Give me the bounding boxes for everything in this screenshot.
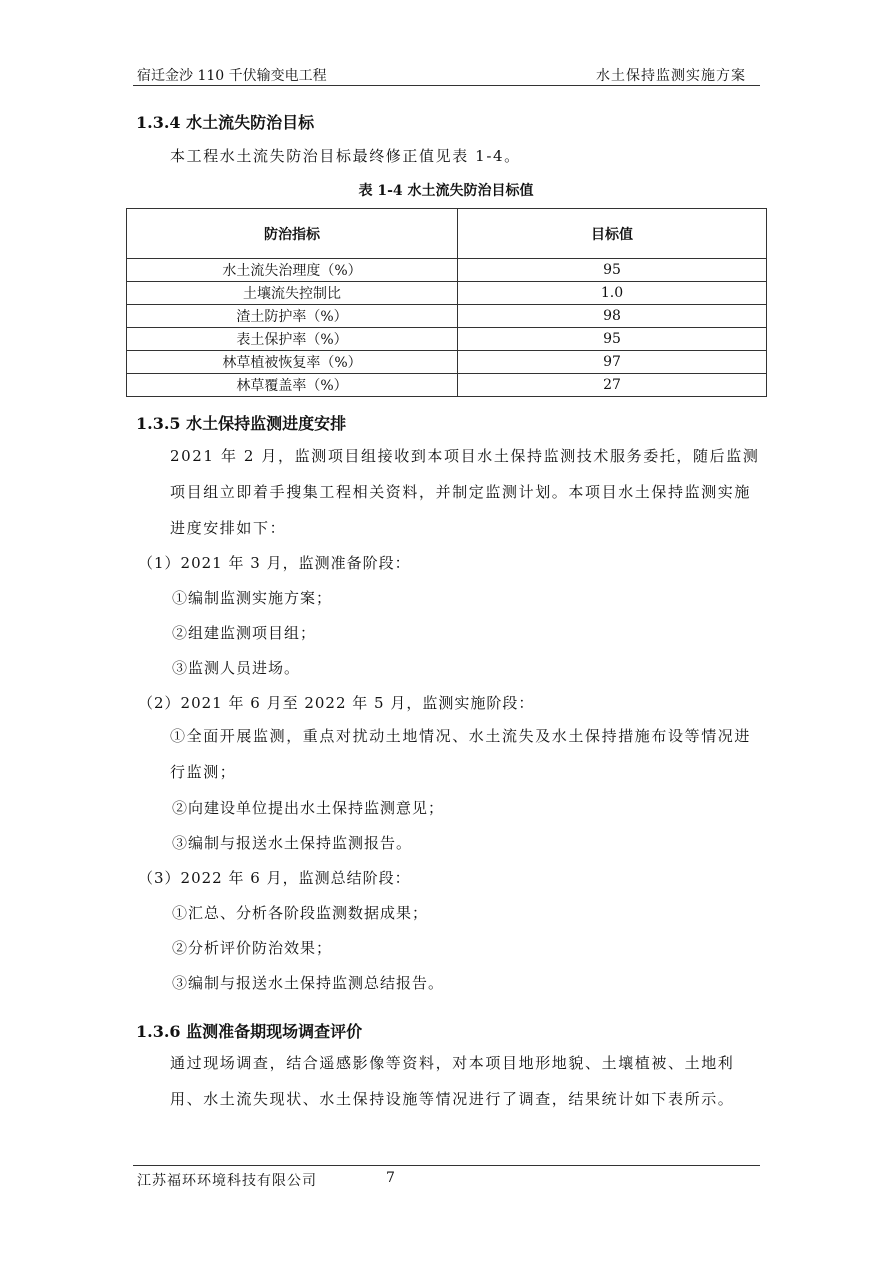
section-heading-1-3-6: 1.3.6 监测准备期现场调查评价: [136, 1022, 363, 1041]
header-project-title: 宿迁金沙 110 千伏输变电工程: [137, 68, 327, 84]
stage-1-item: ③监测人员进场。: [172, 659, 301, 677]
footer-company: 江苏福环环境科技有限公司: [137, 1173, 317, 1189]
stage-2-item: ②向建设单位提出水土保持监测意见；: [172, 799, 445, 817]
table-cell-value: 98: [458, 305, 767, 328]
stage-3-item: ③编制与报送水土保持监测总结报告。: [172, 974, 445, 992]
table-row: [127, 328, 767, 351]
table-cell-value: 95: [458, 328, 767, 351]
footer-divider: [133, 1165, 760, 1166]
header-document-title: 水土保持监测实施方案: [596, 68, 746, 84]
stage-3-item: ①汇总、分析各阶段监测数据成果；: [172, 904, 429, 922]
section-heading-1-3-5: 1.3.5 水土保持监测进度安排: [136, 414, 347, 433]
table-cell-indicator: 表土保护率（%）: [127, 328, 458, 351]
prevention-target-table: [126, 208, 767, 397]
stage-2-item: ①全面开展监测，重点对扰动土地情况、水土流失及水土保持措施布设等情况进行监测；: [170, 727, 752, 781]
table-cell-value: 1.0: [458, 282, 767, 305]
table-header-row: [127, 209, 767, 259]
table-row: [127, 351, 767, 374]
table-cell-indicator: 土壤流失控制比: [127, 282, 458, 305]
page-number: 7: [386, 1170, 395, 1186]
table-cell-indicator: 渣土防护率（%）: [127, 305, 458, 328]
stage-2-item: ③编制与报送水土保持监测报告。: [172, 834, 413, 852]
stage-1-heading: （1）2021 年 3 月，监测准备阶段：: [138, 554, 411, 572]
table-row: [127, 259, 767, 282]
header-divider: [133, 85, 760, 86]
table-cell-value: 95: [458, 259, 767, 282]
table-cell-indicator: 林草覆盖率（%）: [127, 374, 458, 397]
stage-3-heading: （3）2022 年 6 月，监测总结阶段：: [138, 869, 411, 887]
table-cell-value: 97: [458, 351, 767, 374]
table-cell-indicator: 林草植被恢复率（%）: [127, 351, 458, 374]
stage-2-heading: （2）2021 年 6 月至 2022 年 5 月，监测实施阶段：: [138, 694, 535, 712]
table-cell-indicator: 水土流失治理度（%）: [127, 259, 458, 282]
stage-1-item: ②组建监测项目组；: [172, 624, 317, 642]
table-row: [127, 374, 767, 397]
table-row: [127, 282, 767, 305]
table-caption: 表 1-4 水土流失防治目标值: [358, 183, 534, 199]
table-cell-value: 27: [458, 374, 767, 397]
section-1-3-6-intro: 通过现场调查，结合遥感影像等资料，对本项目地形地貌、土壤植被、土地利用、水土流失现状、水土保持设施等情况进行了调查，结果统计如下表所示。: [170, 1054, 735, 1108]
section-heading-1-3-4: 1.3.4 水土流失防治目标: [136, 113, 315, 132]
table-row: [127, 305, 767, 328]
table-header-indicator: 防治指标: [127, 209, 458, 259]
section-1-3-5-intro: 2021 年 2 月，监测项目组接收到本项目水土保持监测技术服务委托，随后监测项目组立即着手搜集工程相关资料，并制定监测计划。本项目水土保持监测实施进度安排如下：: [170, 447, 760, 537]
stage-1-item: ①编制监测实施方案；: [172, 589, 333, 607]
stage-3-item: ②分析评价防治效果；: [172, 939, 333, 957]
section-1-3-4-intro: 本工程水土流失防治目标最终修正值见表 1-4。: [170, 147, 521, 165]
table-header-target: 目标值: [458, 209, 767, 259]
